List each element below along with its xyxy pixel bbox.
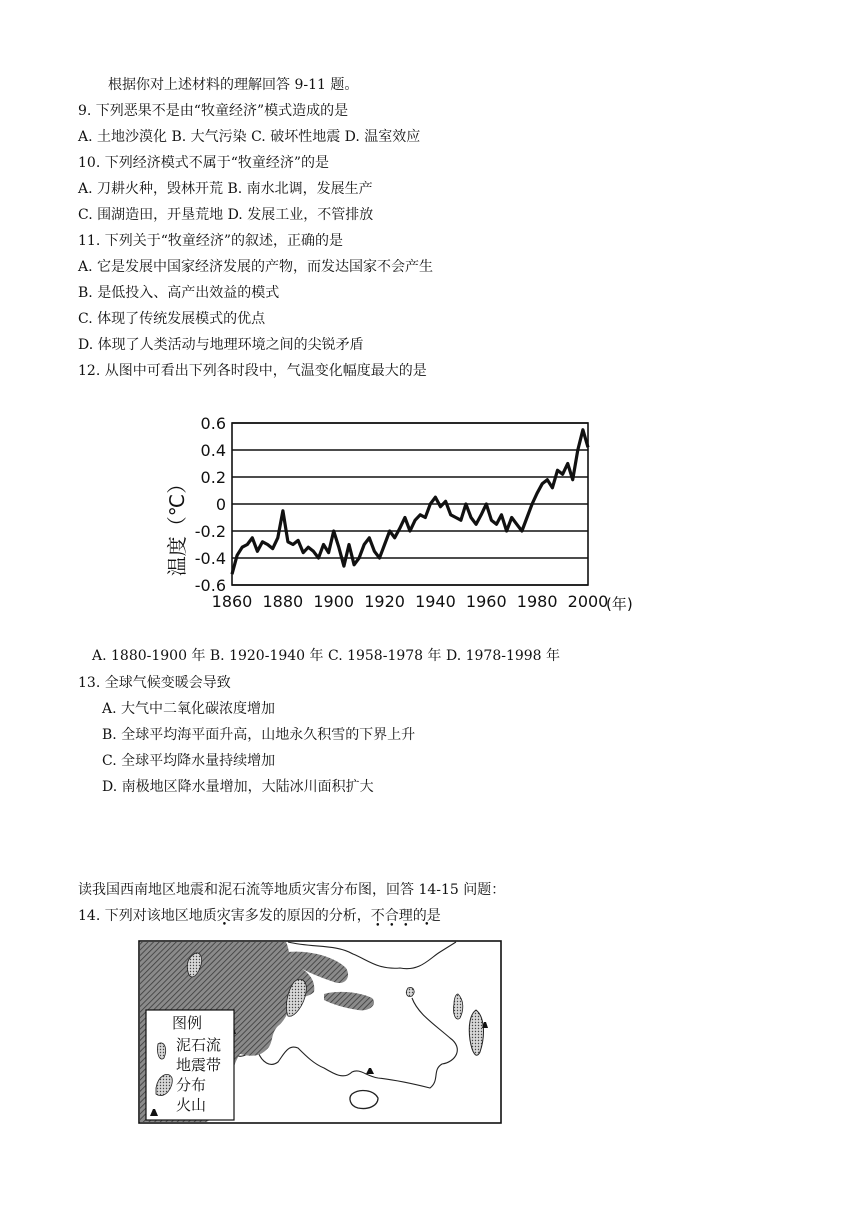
y-tick-label: 0 xyxy=(215,495,226,514)
question-10: 10. 下列经济模式不属于“牧童经济”的是 xyxy=(78,155,330,171)
debris-flow-legend-swatch xyxy=(157,1043,165,1059)
question-11-option-d: D. 体现了人类活动与地理环境之间的尖锐矛盾 xyxy=(78,337,364,353)
y-tick-label: -0.4 xyxy=(194,549,226,568)
question-10-options-ab: A. 刀耕火种，毁林开荒 B. 南水北调，发展生产 xyxy=(78,181,373,197)
x-axis-ticks xyxy=(212,592,609,611)
y-tick-label: 0.4 xyxy=(200,441,226,460)
question-13: 13. 全球气候变暖会导致 xyxy=(78,675,231,691)
x-tick-label: 2000 xyxy=(567,592,609,611)
intro-9-11: 根据你对上述材料的理解回答 9-11 题。 xyxy=(108,77,359,93)
x-tick-label: 1980 xyxy=(516,592,558,611)
temperature-chart xyxy=(150,405,650,620)
question-9-options: A. 土地沙漠化 B. 大气污染 C. 破坏性地震 D. 温室效应 xyxy=(78,129,421,145)
x-tick-label: 1900 xyxy=(313,592,355,611)
question-14-prefix: 14. 下列对该地区地质灾害多发的原因的分析， • xyxy=(78,908,371,924)
x-tick-label: 1860 xyxy=(211,592,253,611)
legend-item-seismic-belt: 地震带 xyxy=(176,1056,222,1074)
y-tick-label: 0.6 xyxy=(200,414,226,433)
x-tick-label: 1940 xyxy=(415,592,456,611)
y-tick-label: -0.2 xyxy=(194,522,226,541)
hainan-island xyxy=(350,1091,378,1109)
question-14 xyxy=(78,907,860,925)
emphasis-char: 不 xyxy=(370,908,385,924)
question-12: 12. 从图中可看出下列各时段中，气温变化幅度最大的是 xyxy=(78,363,427,379)
legend-item-volcano: 火山 xyxy=(176,1096,207,1114)
question-13-option-a: A. 大气中二氧化碳浓度增加 xyxy=(102,701,276,717)
x-tick-label: 1960 xyxy=(465,592,507,611)
legend-title: 图例 xyxy=(172,1014,203,1032)
debris-flow-patch xyxy=(406,988,414,997)
question-13-option-c: C. 全球平均降水量持续增加 xyxy=(102,753,276,769)
question-9: 9. 下列恶果不是由“牧童经济”模式造成的是 xyxy=(78,103,349,119)
chart-grid xyxy=(232,423,588,585)
question-13-option-b: B. 全球平均海平面升高，山地永久积雪的下界上升 xyxy=(102,727,416,743)
question-11: 11. 下列关于“牧童经济”的叙述，正确的是 xyxy=(78,233,344,249)
southwest-china-hazard-map xyxy=(138,940,502,1124)
question-11-option-b: B. 是低投入、高产出效益的模式 xyxy=(78,285,280,301)
temperature-series-line xyxy=(232,430,588,574)
y-axis-ticks xyxy=(195,414,226,595)
question-12-options: A. 1880-1900 年 B. 1920-1940 年 C. 1958-1978 年 D. 1978-1998 年 xyxy=(92,648,561,664)
emphasis-char: 理 xyxy=(398,908,413,924)
y-tick-label: 0.2 xyxy=(200,468,226,487)
question-13-option-d: D. 南极地区降水量增加，大陆冰川面积扩大 xyxy=(102,779,374,795)
x-tick-label: 1920 xyxy=(364,592,405,611)
intro-14-15: 读我国西南地区地震和泥石流等地质灾害分布图，回答 14-15 问题： xyxy=(78,882,506,898)
y-axis-label: 温度（℃） xyxy=(165,473,189,577)
legend-item-debris-flow: 泥石流 xyxy=(176,1036,222,1054)
x-axis-unit: (年) xyxy=(606,595,633,613)
legend-item-distribution: 分布 xyxy=(176,1076,207,1094)
y-tick-label: -0.6 xyxy=(194,576,226,595)
x-tick-label: 1880 xyxy=(262,592,304,611)
question-10-options-cd: C. 围湖造田，开垦荒地 D. 发展工业，不管排放 xyxy=(78,207,374,223)
emphasis-char: 合 xyxy=(384,908,399,924)
question-14-suffix: 的是 xyxy=(412,908,441,924)
question-11-option-a: A. 它是发展中国家经济发展的产物，而发达国家不会产生 xyxy=(78,259,434,275)
question-11-option-c: C. 体现了传统发展模式的优点 xyxy=(78,311,266,327)
